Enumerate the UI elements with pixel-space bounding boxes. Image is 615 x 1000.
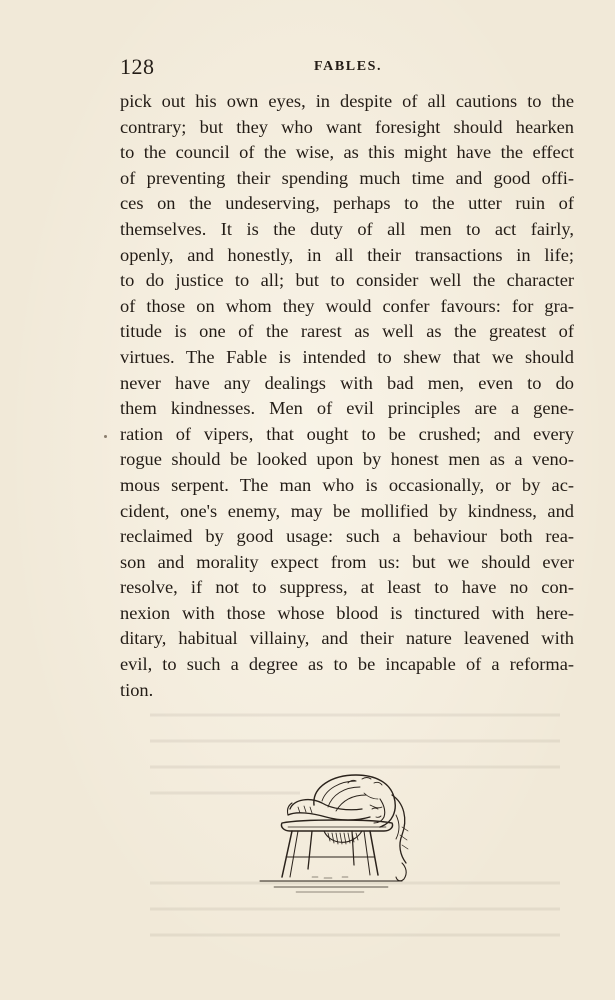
text-line: cident, one's enemy, may be mollified by kindness, and [120, 500, 574, 521]
text-line: ration of vipers, that ought to be crushed; and every [120, 423, 574, 444]
text-line: nexion with those whose blood is tinctured with here- [120, 602, 574, 623]
text-line: them kindnesses. Men of evil principles are a gene- [120, 398, 574, 419]
text-line: never have any dealings with bad men, even to do [120, 372, 574, 393]
text-line: ditary, habitual villainy, and their nature leavened with [120, 628, 574, 649]
text-line: contrary; but they who want foresight should hearken [120, 116, 574, 137]
text-line: mous serpent. The man who is occasionally, or by ac- [120, 474, 574, 495]
text-line: openly, and honestly, in all their transactions in life; [120, 244, 574, 265]
man-asleep-at-stool-engraving-icon [252, 765, 432, 895]
text-line: of preventing their spending much time and good offi- [120, 167, 574, 188]
text-line: titude is one of the rarest as well as the greatest of [120, 321, 574, 342]
text-line: ces on the undeserving, perhaps to the utter ruin of [120, 193, 574, 214]
text-line: rogue should be looked upon by honest men as a veno- [120, 449, 574, 470]
text-line: virtues. The Fable is intended to shew that we should [120, 346, 574, 367]
text-line: reclaimed by good usage: such a behaviour both rea- [120, 526, 574, 547]
text-line: themselves. It is the duty of all men to act fairly, [120, 218, 574, 239]
page-number: 128 [120, 54, 155, 79]
text-line: evil, to such a degree as to be incapable of a reforma- [120, 654, 574, 675]
text-line: to the council of the wise, as this might have the effect [120, 142, 574, 163]
body-text [120, 89, 574, 703]
margin-mark [104, 435, 107, 438]
text-line: pick out his own eyes, in despite of all cautions to the [120, 91, 574, 111]
text-line: of those on whom they would confer favours: for gra- [120, 295, 574, 316]
text-line: tion. [120, 679, 154, 700]
page-header [120, 54, 574, 84]
running-head: FABLES. [314, 59, 383, 74]
text-line: son and morality expect from us: but we should ever [120, 551, 574, 572]
text-line: resolve, if not to suppress, at least to have no con- [120, 577, 574, 598]
text-line: to do justice to all; but to consider well the character [120, 270, 574, 291]
